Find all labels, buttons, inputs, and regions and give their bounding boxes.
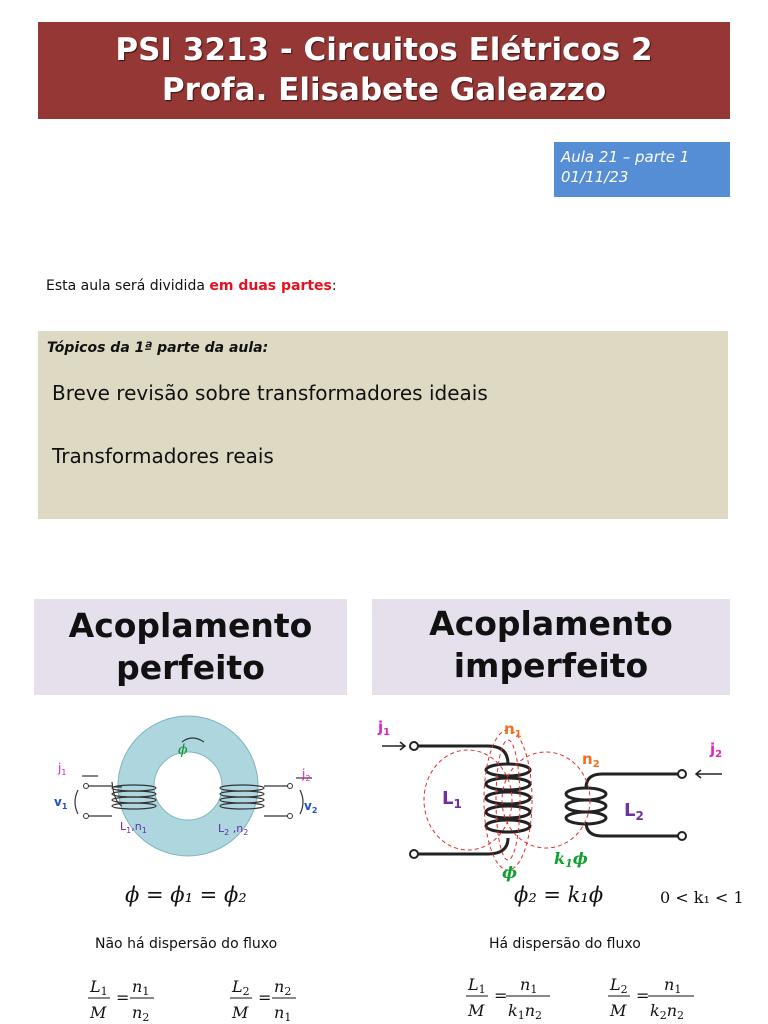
perfect-heading-line-2: perfeito bbox=[116, 648, 265, 687]
svg-text:L1: $L_1$ bbox=[442, 788, 462, 811]
svg-text:=: = bbox=[636, 986, 650, 1005]
imperfect-j2-label: j bbox=[710, 740, 716, 758]
svg-text:n1: n1 bbox=[274, 1003, 292, 1024]
lesson-number: Aula 21 – parte 1 bbox=[561, 148, 690, 166]
topic-item-2: Transformadores reais bbox=[52, 444, 274, 468]
svg-text:L1: L1 bbox=[90, 977, 108, 998]
imperfect-caption: Há dispersão do fluxo bbox=[489, 936, 641, 952]
svg-text:n2: $n_2$ bbox=[582, 750, 600, 770]
perfect-v2-label: v bbox=[304, 799, 312, 813]
svg-text:=: = bbox=[116, 988, 130, 1007]
svg-text:n1: $n_1$ bbox=[504, 720, 522, 740]
perfect-heading-line-1: Acoplamento bbox=[68, 606, 313, 645]
coupling-condition: 0 < k₁ < 1 bbox=[660, 888, 744, 907]
svg-text:n2: n2 bbox=[132, 1003, 150, 1024]
perfect-j1-label: j bbox=[58, 761, 62, 775]
svg-text:j1: $j_1$ bbox=[58, 761, 67, 777]
svg-text:L2: L2 bbox=[232, 977, 250, 998]
svg-text:M: M bbox=[468, 1001, 485, 1020]
svg-text:k1n2: k1n2 bbox=[508, 1001, 543, 1022]
svg-text:k1ϕ: k1ϕ bbox=[554, 849, 588, 870]
intro-text bbox=[46, 278, 337, 294]
svg-text:=: = bbox=[258, 988, 272, 1007]
svg-text:L2: L2 bbox=[610, 975, 628, 996]
intro-after: : bbox=[331, 278, 337, 294]
svg-text:j2: $j_2$ bbox=[302, 767, 311, 783]
perfect-phi-label: ϕ bbox=[178, 742, 188, 758]
title-line-1: PSI 3213 - Circuitos Elétricos 2 bbox=[115, 32, 653, 68]
svg-text:j1: $j_1$ bbox=[378, 718, 391, 738]
svg-text:n1: n1 bbox=[132, 977, 150, 998]
svg-text:=: = bbox=[494, 986, 508, 1005]
perfect-l2n2-label: L bbox=[218, 822, 225, 835]
svg-text:M: M bbox=[610, 1001, 627, 1020]
perfect-v1-label: v bbox=[54, 795, 62, 809]
topic-item-1: Breve revisão sobre transformadores ideais bbox=[52, 381, 488, 405]
imperfect-heading-line-1: Acoplamento bbox=[429, 604, 673, 643]
n2-label: n bbox=[582, 750, 593, 768]
imperfect-j1-label: j bbox=[378, 718, 384, 736]
n1-label: n bbox=[504, 720, 515, 738]
svg-text:v1: $v_1$ bbox=[54, 795, 68, 811]
title-line-2: Profa. Elisabete Galeazzo bbox=[161, 72, 607, 108]
k1phi-label: k bbox=[554, 849, 566, 868]
perfect-coupling-heading bbox=[34, 599, 347, 695]
perfect-flux-equation: ϕ = ϕ₁ = ϕ₂ bbox=[125, 883, 247, 907]
svg-text:j2: $j_2$ bbox=[710, 740, 723, 760]
coupled-coils-diagram bbox=[376, 712, 730, 887]
imperfect-phi-label: ϕ bbox=[502, 863, 518, 882]
l2-label: L bbox=[624, 800, 636, 821]
lesson-date: 01/11/23 bbox=[561, 168, 629, 186]
svg-text:n1: n1 bbox=[520, 975, 538, 996]
lesson-info-box bbox=[554, 142, 730, 197]
svg-text:v2: $v_2$ bbox=[304, 799, 318, 815]
svg-text:L2 ,n2: $L_2$ $,n_2$ bbox=[218, 822, 249, 837]
svg-text:k2n2: k2n2 bbox=[650, 1001, 685, 1022]
topics-heading: Tópicos da 1ª parte da aula: bbox=[47, 340, 269, 356]
svg-text:n2: n2 bbox=[274, 977, 292, 998]
l1-label: L bbox=[442, 788, 454, 809]
intro-highlight: em duas partes bbox=[209, 278, 332, 294]
imperfect-coupling-heading bbox=[372, 599, 730, 695]
svg-text:M: M bbox=[232, 1003, 249, 1022]
perfect-j2-label: j bbox=[302, 767, 306, 781]
svg-text:L2: $L_2$ bbox=[624, 800, 644, 823]
svg-text:M: M bbox=[90, 1003, 107, 1022]
svg-text:n1: n1 bbox=[664, 975, 682, 996]
inductance-ratio-equations bbox=[80, 972, 730, 1024]
imperfect-flux-equation: ϕ₂ = k₁ϕ bbox=[514, 883, 604, 907]
imperfect-heading-line-2: imperfeito bbox=[453, 646, 649, 685]
toroidal-transformer-diagram bbox=[52, 712, 327, 872]
topics-box bbox=[38, 331, 728, 519]
intro-before: Esta aula será dividida bbox=[46, 278, 210, 294]
svg-text:L1,n1: $L_1,n_1$ bbox=[120, 820, 147, 835]
svg-text:L1: L1 bbox=[468, 975, 486, 996]
title-banner bbox=[38, 22, 730, 119]
perfect-l1n1-label: L bbox=[120, 820, 127, 833]
perfect-caption: Não há dispersão do fluxo bbox=[95, 936, 278, 952]
